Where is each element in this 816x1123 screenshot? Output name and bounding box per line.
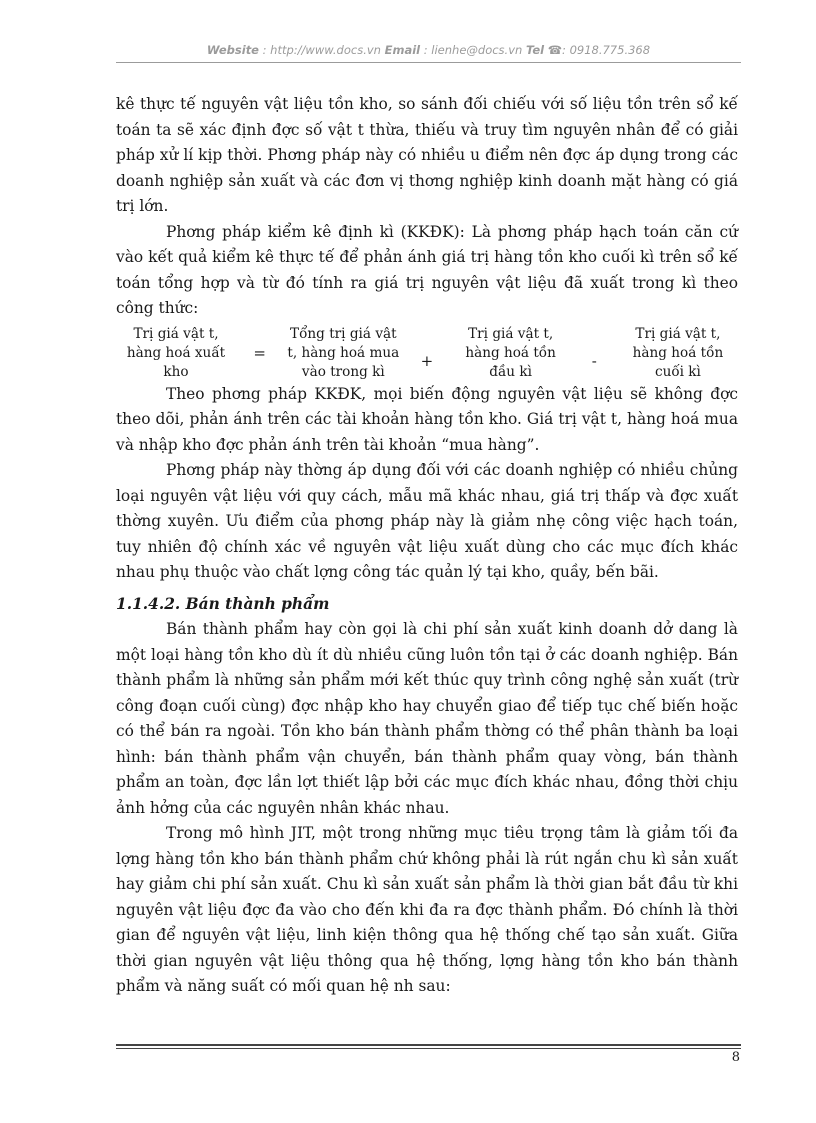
formula: [116, 325, 738, 382]
formula-term-purchased: Tổng trị giá vật t, hàng hoá mua vào trong kì: [287, 325, 400, 380]
page-header: [116, 43, 741, 57]
website-label: Website: [206, 43, 259, 57]
paragraph-4: Phơng pháp này thờng áp dụng đối với các doanh nghiệp có nhiều chủng loại nguyên vật liệu với quy cách, mẫu mã khác nhau, giá trị thấp và đợc xuất thờng xuyên. Ưu điểm của phơng pháp này là giảm nhẹ công việc hạch toán, tuy nhiên độ chính xác về nguyên vật liệu xuất dùng cho các mục đích khác nhau phụ thuộc vào chất lợng công tác quản lý tại kho, quầy, bến bãi.: [116, 461, 738, 581]
formula-term-issued: Trị giá vật t, hàng hoá xuất kho: [126, 325, 226, 380]
email-label: Email: [384, 43, 421, 57]
formula-equals: =: [253, 343, 266, 362]
document-body: [116, 92, 738, 1000]
paragraph-6: Trong mô hình JIT, một trong những mục tiêu trọng tâm là giảm tối đa lợng hàng tồn kho bán thành phẩm chứ không phải là rút ngắn chu kì sản xuất hay giảm chi phí sản xuất. Chu kì sản xuất sản phẩm là thời gian bắt đầu từ khi nguyên vật liệu đợc đa vào cho đến khi đa ra đợc thành phẩm. Đó chính là thời gian để nguyên vật liệu, linh kiện thông qua hệ thống chế tạo sản xuất. Giữa thời gian nguyên vật liệu thông qua hệ thống, lợng hàng tồn kho bán thành phẩm và năng suất có mối quan hệ nh sau:: [116, 824, 738, 995]
tel-label: Tel: [525, 43, 545, 57]
page-number: 8: [731, 1050, 740, 1065]
paragraph-2: Phơng pháp kiểm kê định kì (KKĐK): Là phơng pháp hạch toán căn cứ vào kết quả kiểm kê thực tế để phản ánh giá trị hàng tồn kho cuối kì trên sổ kế toán tổng hợp và từ đó tính ra giá trị nguyên vật liệu đã xuất trong kì theo công thức:: [116, 222, 738, 317]
formula-plus: +: [420, 351, 434, 370]
header-divider: [116, 62, 741, 63]
paragraph-1: kê thực tế nguyên vật liệu tồn kho, so sánh đối chiếu với số liệu tồn trên sổ kế toán ta sẽ xác định đợc số vật t thừa, thiếu và truy tìm nguyên nhân để có giải pháp xử lí kịp thời. Phơng pháp này có nhiều u điểm nên đợc áp dụng trong các doanh nghiệp sản xuất và các đơn vị thơng nghiệp kinh doanh mặt hàng có giá trị lớn.: [116, 95, 738, 215]
formula-minus: -: [591, 351, 597, 370]
tel-value: ☎: 0918.775.368: [544, 43, 651, 57]
footer-divider-thick: [116, 1044, 741, 1046]
paragraph-5: Bán thành phẩm hay còn gọi là chi phí sản xuất kinh doanh dở dang là một loại hàng tồn kho dù ít dù nhiều cũng luôn tồn tại ở các doanh nghiệp. Bán thành phẩm là những sản phẩm mới kết thúc quy trình công nghệ sản xuất (trừ công đoạn cuối cùng) đợc nhập kho hay chuyển giao để tiếp tục chế biến hoặc có thể bán ra ngoài. Tồn kho bán thành phẩm thờng có thể phân thành ba loại hình: bán thành phẩm vận chuyển, bán thành phẩm quay vòng, bán thành phẩm an toàn, đợc lần lợt thiết lập bởi các mục đích khác nhau, đồng thời chịu ảnh hởng của các nguyên nhân khác nhau.: [116, 620, 738, 817]
formula-term-closing: Trị giá vật t, hàng hoá tồn cuối kì: [632, 325, 724, 380]
paragraph-3: Theo phơng pháp KKĐK, mọi biến động nguyên vật liệu sẽ không đợc theo dõi, phản ánh trên các tài khoản hàng tồn kho. Giá trị vật t, hàng hoá mua và nhập kho đợc phản ánh trên tài khoản “mua hàng”.: [116, 384, 738, 454]
formula-term-opening: Trị giá vật t, hàng hoá tồn đầu kì: [465, 325, 556, 380]
section-heading: 1.1.4.2. Bán thành phẩm: [116, 594, 330, 613]
footer-divider-thin: [116, 1048, 741, 1049]
website-value[interactable]: : http://www.docs.vn: [259, 43, 385, 57]
email-value[interactable]: : lienhe@docs.vn: [420, 43, 526, 57]
